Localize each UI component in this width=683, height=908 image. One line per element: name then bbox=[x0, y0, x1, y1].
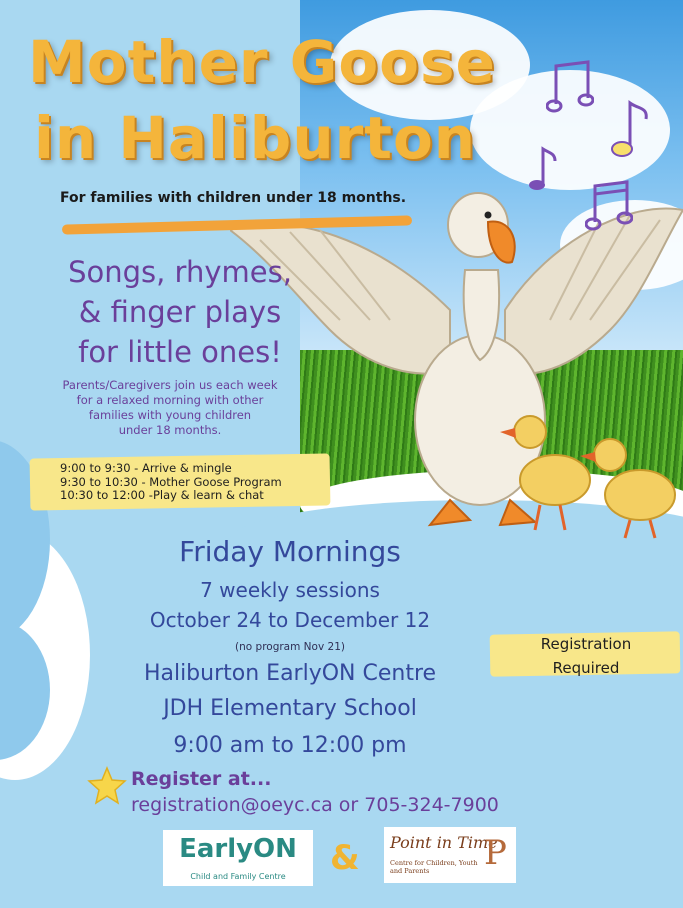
description-line: under 18 months. bbox=[118, 423, 222, 437]
tagline bbox=[30, 252, 330, 372]
registration-badge-line: Registration bbox=[540, 635, 632, 653]
duckling bbox=[580, 439, 675, 538]
point-in-time-logo-word: Point in Time bbox=[390, 833, 498, 852]
point-in-time-mark-icon: P bbox=[484, 833, 507, 873]
description bbox=[40, 378, 300, 438]
earlyon-logo-word: EarlyON bbox=[179, 834, 297, 864]
point-in-time-logo bbox=[384, 827, 516, 883]
day-heading: Friday Mornings bbox=[179, 535, 401, 568]
description-line: Parents/Caregivers join us each week bbox=[62, 378, 278, 392]
schedule-item: 9:30 to 10:30 - Mother Goose Program bbox=[60, 474, 282, 489]
tagline-line: for little ones! bbox=[78, 335, 282, 369]
earlyon-logo bbox=[163, 830, 313, 886]
music-note-icon bbox=[585, 178, 633, 234]
schedule-item: 10:30 to 12:00 -Play & learn & chat bbox=[60, 488, 264, 502]
tagline-line: Songs, rhymes, bbox=[68, 255, 292, 289]
point-in-time-logo-subtitle: Centre for Children, Youth and Parents bbox=[390, 859, 478, 875]
earlyon-logo-subtitle: Child and Family Centre bbox=[190, 872, 286, 881]
sessions-count: 7 weekly sessions bbox=[200, 578, 380, 602]
tagline-line: & finger plays bbox=[78, 295, 282, 329]
time-range: 9:00 am to 12:00 pm bbox=[173, 733, 407, 758]
music-note-icon bbox=[608, 97, 650, 161]
music-note-icon bbox=[546, 58, 594, 116]
subtitle: For families with children under 18 months. bbox=[60, 190, 407, 206]
title-line-2: in Haliburton bbox=[34, 104, 477, 172]
star-icon bbox=[87, 766, 127, 806]
date-range: October 24 to December 12 bbox=[149, 608, 431, 632]
description-line: for a relaxed morning with other bbox=[76, 393, 264, 407]
description-line: families with young children bbox=[88, 408, 252, 422]
register-label: Register at... bbox=[131, 768, 272, 790]
register-contact[interactable]: registration@oeyc.ca or 705-324-7900 bbox=[131, 794, 499, 816]
school-name: JDH Elementary School bbox=[163, 696, 417, 721]
registration-badge-line: Required bbox=[552, 659, 620, 677]
ampersand: & bbox=[330, 838, 360, 878]
no-program-note: (no program Nov 21) bbox=[235, 641, 345, 653]
music-note-icon bbox=[525, 145, 559, 195]
goose-beak bbox=[488, 222, 515, 263]
title-line-1: Mother Goose bbox=[28, 28, 496, 96]
schedule-list bbox=[60, 462, 282, 503]
schedule-item: 9:00 to 9:30 - Arrive & mingle bbox=[60, 461, 232, 475]
location-name: Haliburton EarlyON Centre bbox=[143, 661, 437, 686]
registration-badge bbox=[512, 632, 660, 680]
